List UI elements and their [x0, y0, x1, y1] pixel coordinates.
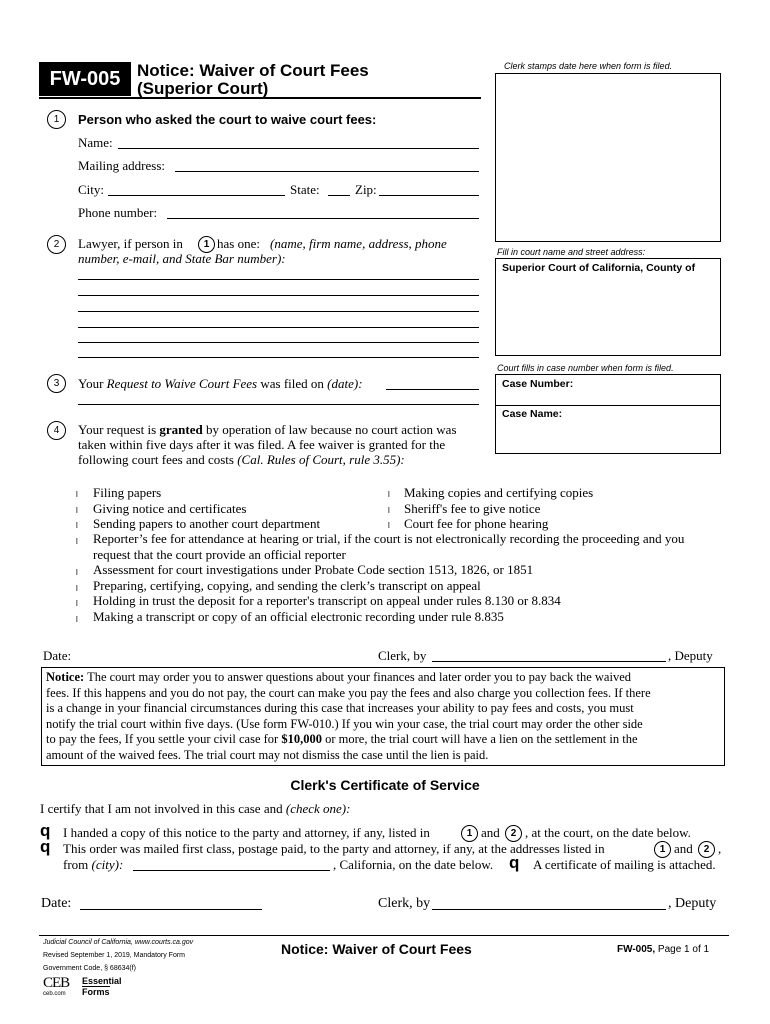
- zip-field[interactable]: [379, 195, 479, 196]
- city-field[interactable]: [133, 870, 330, 871]
- name-field[interactable]: [118, 148, 479, 149]
- ref-1-circle: 1: [461, 825, 478, 842]
- notice-box: Notice: The court may order you to answer questions about your finances and later order you to pay back the waived fees. If this happens and you do not pay, the court can make you pay the fees and also charge you collection fees. If there is a change in your financial circumstances during this case that increases your ability to pay fees and costs, you must notify the trial court within five days. (Use form FW-010.) If you win your case, the trial court may order the other side to pay the fees, If you settle your civil case for $10,000 or more, the trial court will have a lien on the settlement in the amount of the waived fees. The trial court may not dismiss the case until the lien is paid.: [41, 667, 725, 766]
- ceb-sub: ceb.com: [43, 991, 66, 997]
- form-id-badge: FW-005: [39, 62, 131, 96]
- state-label: State:: [290, 182, 320, 197]
- cert-date-field[interactable]: [80, 909, 262, 910]
- form-subtitle: (Superior Court): [137, 79, 269, 98]
- ref-2-circle: 2: [505, 825, 522, 842]
- bullet: l: [76, 521, 78, 530]
- fee-item: Sending papers to another court department: [93, 516, 321, 531]
- deputy-label: , Deputy: [668, 648, 713, 663]
- lawyer-line[interactable]: [78, 357, 479, 358]
- handed-copy-end: , at the court, on the date below.: [525, 825, 691, 840]
- cert-deputy-label: , Deputy: [668, 896, 717, 911]
- ref-1-circle: 1: [654, 841, 671, 858]
- clerk-by-label: Clerk, by: [378, 648, 427, 663]
- footer-rule: [39, 935, 729, 936]
- section-1-heading: Person who asked the court to waive court fees:: [78, 112, 377, 127]
- case-box-divider: [495, 405, 721, 406]
- essential-forms-logo: Essential Forms: [82, 976, 122, 997]
- clerk-signature-field[interactable]: [432, 661, 666, 662]
- zip-label: Zip:: [355, 182, 377, 197]
- case-name-label[interactable]: Case Name:: [502, 408, 563, 420]
- lawyer-details-1: (name, firm name, address, phone: [270, 236, 447, 251]
- cert-clerk-by-label: Clerk, by: [378, 896, 431, 911]
- bullet: l: [76, 490, 78, 499]
- state-field[interactable]: [328, 195, 350, 196]
- fee-item: Making a transcript or copy of an official electronic recording under rule 8.835: [93, 609, 504, 624]
- date-label: Date:: [43, 648, 72, 663]
- footer-title: Notice: Waiver of Court Fees: [281, 941, 472, 957]
- granted-line-1: Your request is granted by operation of law because no court action was: [78, 422, 457, 437]
- case-fill-label: Court fills in case number when form is filed.: [497, 363, 674, 373]
- bullet: l: [76, 568, 78, 577]
- section-4-number: 4: [47, 421, 66, 440]
- certificate-title: Clerk's Certificate of Service: [290, 777, 480, 793]
- lawyer-line[interactable]: [78, 327, 479, 328]
- lawyer-line[interactable]: [78, 311, 479, 312]
- ceb-logo: CEB: [43, 975, 70, 991]
- lawyer-line[interactable]: [78, 342, 479, 343]
- bullet: l: [388, 506, 390, 515]
- phone-field[interactable]: [167, 218, 479, 219]
- name-label: Name:: [78, 135, 113, 150]
- court-name: Superior Court of California, County of: [502, 262, 696, 274]
- address-field[interactable]: [175, 171, 479, 172]
- mailed-comma: ,: [718, 841, 722, 856]
- fee-item-cont: request that the court provide an official reporter: [93, 547, 346, 562]
- mailed-text: This order was mailed first class, postage paid, to the party and attorney, if any, at the addresses listed in: [63, 841, 605, 856]
- ref-1-circle: 1: [198, 236, 215, 253]
- cert-date-label: Date:: [41, 896, 72, 911]
- fee-item: Holding in trust the deposit for a reporter's transcript on appeal under rules 8.130 or 8.834: [93, 593, 561, 608]
- lawyer-line[interactable]: [78, 295, 479, 296]
- certify-text: I certify that I am not involved in this case and (check one):: [40, 801, 351, 816]
- bullet: l: [388, 490, 390, 499]
- section-3-number: 3: [47, 374, 66, 393]
- bullet: l: [76, 537, 78, 546]
- fee-item: Sheriff's fee to give notice: [404, 501, 541, 516]
- clerk-stamp-box: [495, 73, 721, 242]
- lawyer-line[interactable]: [78, 279, 479, 280]
- bullet: l: [76, 599, 78, 608]
- form-title: Notice: Waiver of Court Fees: [137, 61, 369, 80]
- bullet: l: [388, 521, 390, 530]
- footer-code: Government Code, § 68634(f): [43, 965, 136, 972]
- fee-item: Making copies and certifying copies: [404, 485, 594, 500]
- lawyer-details-2: number, e-mail, and State Bar number):: [78, 251, 286, 266]
- phone-label: Phone number:: [78, 205, 158, 220]
- clerk-stamp-label: Clerk stamps date here when form is filed.: [504, 61, 673, 71]
- title-rule: [39, 97, 481, 99]
- fee-item: Giving notice and certificates: [93, 501, 247, 516]
- lawyer-label: Lawyer, if person in: [78, 236, 183, 251]
- fee-item: Assessment for court investigations under Probate Code section 1513, 1826, or 1851: [93, 562, 534, 577]
- california-date-text: , California, on the date below.: [333, 857, 494, 872]
- footer-council: Judicial Council of California, www.courts.ca.gov: [43, 939, 194, 946]
- and-text: and: [481, 825, 500, 840]
- court-fill-label: Fill in court name and street address:: [497, 247, 646, 257]
- filed-date-field[interactable]: [386, 389, 479, 390]
- cert-clerk-signature-field[interactable]: [432, 909, 666, 910]
- bullet: l: [76, 615, 78, 624]
- section-2-number: 2: [47, 235, 66, 254]
- fee-item: Preparing, certifying, copying, and sending the clerk’s transcript on appeal: [93, 578, 481, 593]
- section-3-rule: [78, 404, 479, 405]
- granted-line-2: taken within five days after it was filed. A fee waiver is granted for the: [78, 437, 446, 452]
- handed-copy-checkbox[interactable]: q: [40, 821, 51, 840]
- lawyer-has-one: has one:: [217, 236, 260, 251]
- and-text: and: [674, 841, 693, 856]
- bullet: l: [76, 584, 78, 593]
- address-label: Mailing address:: [78, 158, 166, 173]
- from-city-label: from (city):: [63, 857, 124, 872]
- mailed-checkbox[interactable]: q: [40, 837, 51, 856]
- footer-revised: Revised September 1, 2019, Mandatory Form: [43, 952, 186, 959]
- ref-2-circle: 2: [698, 841, 715, 858]
- footer-page: FW-005, Page 1 of 1: [617, 944, 710, 955]
- bullet: l: [76, 506, 78, 515]
- case-number-label[interactable]: Case Number:: [502, 378, 574, 390]
- granted-line-3: following court fees and costs (Cal. Rules of Court, rule 3.55):: [78, 452, 405, 467]
- fee-item: Reporter’s fee for attendance at hearing or trial, if the court is not electronically recording the proceeding and you: [93, 531, 685, 546]
- section-1-number: 1: [47, 110, 66, 129]
- city-field[interactable]: [108, 195, 285, 196]
- certificate-attached-checkbox[interactable]: q: [509, 853, 520, 872]
- request-filed-text: Your Request to Waive Court Fees was filed on (date):: [78, 376, 363, 391]
- city-label: City:: [78, 182, 105, 197]
- certificate-attached-text: A certificate of mailing is attached.: [533, 857, 716, 872]
- handed-copy-text: I handed a copy of this notice to the party and attorney, if any, listed in: [63, 825, 430, 840]
- notice-label: Notice:: [46, 670, 85, 684]
- fee-item: Filing papers: [93, 485, 162, 500]
- fee-item: Court fee for phone hearing: [404, 516, 549, 531]
